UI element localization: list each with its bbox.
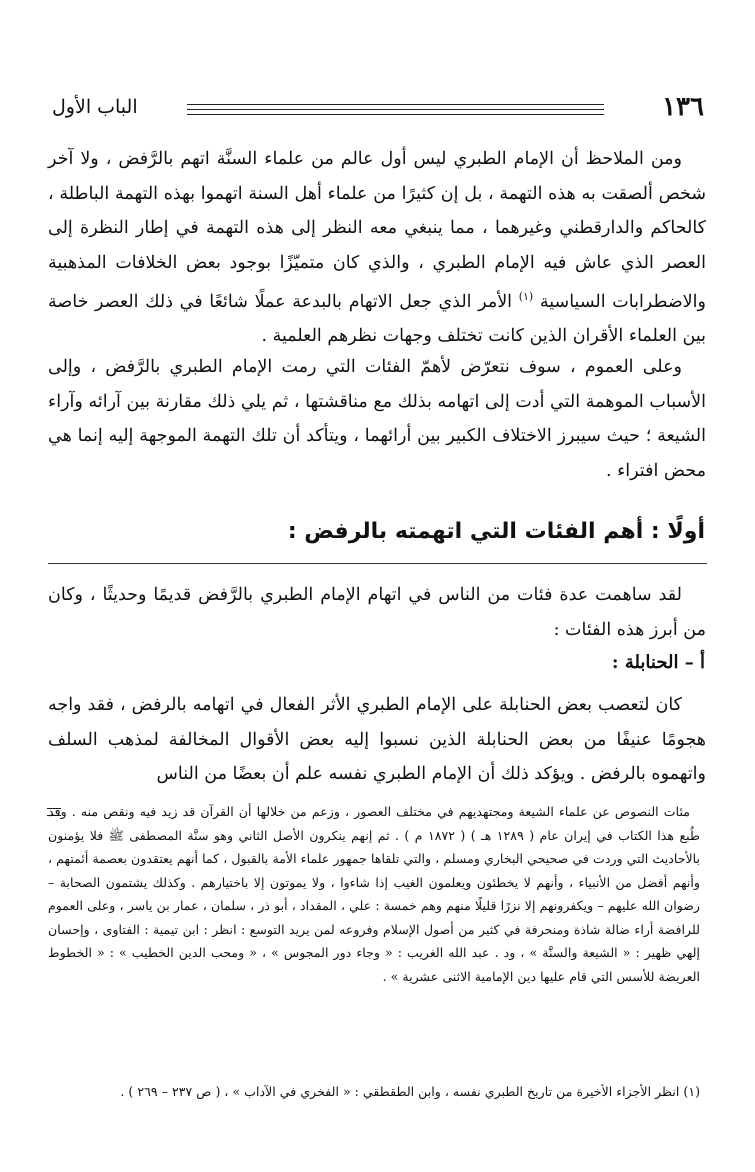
chapter-title: الباب الأول (52, 96, 138, 118)
paragraph (48, 688, 706, 792)
header-rule (187, 104, 604, 105)
paragraph-text: وعلى العموم ، سوف نتعرّض لأهمّ الفئات التي رمت الإمام الطبري بالرَّفض ، وإلى الأسباب الموهمة التي أدت إلى اتهامه بذلك مع مناقشتها ، ثم يلي ذلك مقارنة بين آرائه وآراء الشيعة ؛ حيث سيبرز الاختلاف الكبير بين أرائهما ، ويتأكد أن تلك التهمة الموجهة إليه إنما هي محض افتراء . (48, 357, 706, 481)
header-rule (187, 114, 604, 115)
footnote-reference[interactable]: (١) (518, 290, 534, 303)
paragraph-text: الأمر الذي جعل الاتهام بالبدعة عملًا شائعًا في ذلك العصر خاصة بين العلماء الأقران الذين كانت تختلف وجهات نظرهم العلمية . (48, 291, 706, 347)
paragraph-text: ومن الملاحظ أن الإمام الطبري ليس أول عالم من علماء السنَّة اتهم بالرَّفض ، ولا آخر شخص ألصقت به هذه التهمة ، بل إن كثيرًا من علماء أهل السنة اتهموا بهذه التهمة الباطلة ، كالحاكم والدارقطني وغيرهما ، مما ينبغي معه النظر إلى هذه التهمة في إطار النظرة إلى العصر الذي عاش فيه الإمام الطبري ، والذي كان متميّزًا بوجود بعض الخلافات المذهبية والاضطرابات السياسية (48, 149, 706, 312)
header-rule (187, 109, 604, 110)
section-divider (48, 563, 707, 564)
paragraph (48, 350, 706, 488)
page-number: ١٣٦ (662, 92, 704, 122)
paragraph (48, 142, 706, 354)
subsection-heading: أ – الحنابلة : (611, 652, 705, 673)
running-header (52, 92, 704, 128)
section-heading: أولًا : أهم الفئات التي اتهمته بالرفض : (287, 519, 705, 544)
paragraph-text: كان لتعصب بعض الحنابلة على الإمام الطبري الأثر الفعال في اتهامه بالرفض ، فقد واجه هجومًا عنيفًا من بعض الحنابلة الذين نسبوا إليه بعض الأقوال المخالفة لمذهب السلف واتهموه بالرفض . ويؤكد ذلك أن الإمام الطبري نفسه علم أن بعضًا من الناس (48, 695, 706, 784)
footnote-continuation (48, 800, 700, 988)
paragraph (48, 578, 706, 647)
footnote-1: (١) انظر الأجزاء الأخيرة من تاريخ الطبري نفسه ، وابن الطقطقي : « الفخري في الآداب » ، ( ص ٢٣٧ – ٢٦٩ ) . (120, 1084, 700, 1099)
paragraph-text: لقد ساهمت عدة فئات من الناس في اتهام الإمام الطبري بالرَّفض قديمًا وحديثًا ، وكان من أبرز هذه الفئات : (48, 585, 706, 640)
footnote-text: مئات النصوص عن علماء الشيعة ومجتهديهم في مختلف العصور ، وزعم من خلالها أن القرآن قد زيد فيه ونقص منه . وقد طُبع هذا الكتاب في إيران عام ( ١٢٨٩ هـ ) ( ١٨٧٢ م ) . ثم إنهم ينكرون الأصل الثاني وهو سنَّة المصطفى ﷺ فلا يؤمنون بالأحاديث التي وردت في صحيحي البخاري ومسلم ، والتي تلقاها جمهور علماء الأمة بالقبول ، كما أنهم يعتقدون بعصمة أئمتهم ، وأنهم أفضل من الأنبياء ، وأنهم لا يخطئون ويعلمون الغيب إذا شاءوا ، ولا يموتون إلا باختيارهم . وكذلك يشتمون الصحابة – رضوان الله عليهم – ويكفرونهم إلا نزرًا قليلًا منهم وهم خمسة : علي ، المقداد ، أبو ذر ، سلمان ، عمار بن ياسر ، وعلى العموم للرافضة أراء ضالة شاذة ومنحرفة في كثير من أصول الإسلام وفروعه لمن يريد التوسع : انظر : ابن تيمية : الفتاوى ، وإحسان إلهي ظهير : « الشيعة والسنَّة » ، ود . عبد الله الغريب : « وجاء دور المجوس » ، « ومحب الدين الخطيب » : « الخطوط العريضة للأسس التي قام عليها دين الإمامية الاثنى عشرية » . (48, 804, 700, 984)
